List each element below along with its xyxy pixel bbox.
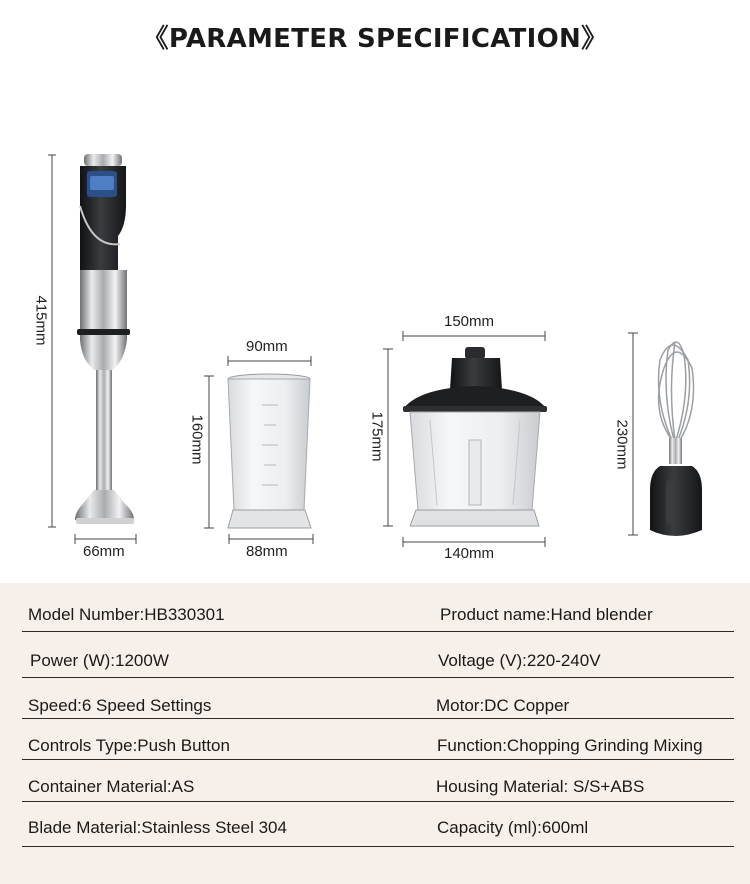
hand-blender-image xyxy=(48,154,136,544)
spec-row xyxy=(22,651,734,678)
beaker-base-label: 88mm xyxy=(246,543,288,560)
spec-voltage: Voltage (V):220-240V xyxy=(438,651,601,670)
chopper-top-label: 150mm xyxy=(444,313,495,330)
spec-row xyxy=(22,605,734,632)
spec-motor: Motor:DC Copper xyxy=(436,696,570,715)
beaker-height-label: 160mm xyxy=(188,414,206,465)
spec-row xyxy=(22,736,734,760)
spec-table xyxy=(0,583,750,884)
spec-capacity: Capacity (ml):600ml xyxy=(437,818,589,837)
chopper-height-label: 175mm xyxy=(368,411,386,462)
blender-base-label: 66mm xyxy=(83,543,125,560)
whisk-image xyxy=(628,333,702,536)
beaker-top-label: 90mm xyxy=(246,338,288,355)
spec-housing-material: Housing Material: S/S+ABS xyxy=(436,777,645,796)
spec-power: Power (W):1200W xyxy=(30,651,169,670)
spec-container-material: Container Material:AS xyxy=(28,777,195,796)
spec-product-name: Product name:Hand blender xyxy=(440,605,653,624)
spec-controls-type: Controls Type:Push Button xyxy=(28,736,230,755)
spec-blade-material: Blade Material:Stainless Steel 304 xyxy=(28,818,287,837)
chopper-image xyxy=(383,331,547,547)
beaker-image xyxy=(204,356,313,544)
page-title: 《PARAMETER SPECIFICATION》 xyxy=(142,24,608,54)
spec-function: Function:Chopping Grinding Mixing xyxy=(437,736,703,755)
whisk-height-label: 230mm xyxy=(613,419,631,470)
spec-model-number: Model Number:HB330301 xyxy=(28,605,225,624)
blender-height-label: 415mm xyxy=(32,295,50,346)
spec-row xyxy=(22,696,734,719)
chopper-base-label: 140mm xyxy=(444,545,495,562)
spec-row xyxy=(22,818,734,847)
spec-row xyxy=(22,777,734,802)
spec-speed: Speed:6 Speed Settings xyxy=(28,696,212,715)
